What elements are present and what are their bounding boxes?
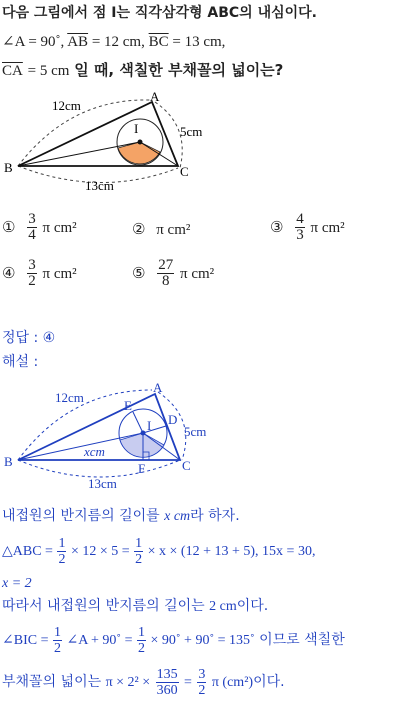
choice-4-fraction: $\frac{3}{2}$	[28, 257, 36, 289]
label-ab-length: 12cm	[52, 98, 81, 113]
figure-1	[0, 86, 240, 198]
choice-3[interactable]: ③ $\frac{4}{3}$ π cm²	[270, 211, 345, 243]
condition-line-1	[2, 32, 225, 52]
cond-bc-value: = 13 cm,	[172, 34, 226, 50]
cond-ca-value: = 5 cm	[27, 63, 70, 79]
label-ca-length: 5cm	[180, 124, 203, 139]
point-i-2	[141, 431, 146, 436]
fraction-half-1: $\frac{1}{2}$	[58, 536, 66, 568]
label-i-2: I	[147, 418, 152, 433]
label-d: D	[168, 412, 178, 427]
fraction-135-360: $\frac{135}{360}$	[156, 666, 178, 698]
solution-line-4: 따라서 내접원의 반지름의 길이는 2 cm이다.	[2, 598, 269, 614]
label-bc-length-2: 13cm	[88, 476, 117, 491]
solution-line-1: 내접원의 반지름의 길이를 x cm라 하자.	[2, 508, 240, 524]
choice-4[interactable]: ④ $\frac{3}{2}$ π cm²	[2, 257, 77, 289]
point-i	[138, 140, 143, 145]
choice-3-fraction: $\frac{4}{3}$	[296, 211, 304, 243]
label-c-2: C	[182, 458, 191, 473]
label-x-length: xcm	[84, 444, 105, 459]
label-a-2: A	[153, 382, 163, 395]
label-i: I	[134, 121, 139, 136]
label-a: A	[150, 89, 160, 104]
explanation-label: 해설 :	[2, 354, 39, 370]
fraction-half-4: $\frac{1}{2}$	[138, 625, 145, 657]
question-stem: 다음 그림에서 점 I는 직각삼각형 ABC의 내심이다.	[2, 5, 317, 21]
choice-5-fraction: $\frac{27}{8}$	[158, 257, 174, 289]
label-b-2: B	[4, 454, 13, 469]
arc-bc-2	[18, 460, 180, 477]
cond-bc-label: $\overline{BC}$	[148, 34, 169, 50]
condition-line-2	[2, 60, 283, 81]
solution-line-6: 부채꼴의 넓이는 π × 2² × $\frac{135}{360}$ = $\frac{3}{2}$ π (cm²)이다.	[2, 666, 285, 698]
cond-angle: ∠A = 90˚,	[2, 34, 65, 50]
label-ca-length-2: 5cm	[184, 424, 207, 439]
choice-1-fraction: $\frac{3}{4}$	[28, 211, 36, 243]
label-ab-length-2: 12cm	[55, 390, 84, 405]
answer-label: 정답 : ④	[2, 330, 56, 346]
choice-1[interactable]: ① $\frac{3}{4}$ π cm²	[2, 211, 77, 243]
cond-ab-label: $\overline{AB}$	[67, 34, 89, 50]
cond-ab-value: = 12 cm,	[91, 34, 145, 50]
cond-ca-label: $\overline{CA}$	[2, 63, 23, 79]
fraction-half-3: $\frac{1}{2}$	[53, 625, 61, 657]
solution-line-3: x = 2	[2, 576, 32, 591]
choice-5[interactable]: ⑤ $\frac{27}{8}$ π cm²	[132, 257, 215, 289]
label-b: B	[4, 160, 13, 175]
choice-2[interactable]: ② π cm²	[132, 220, 191, 238]
label-c: C	[180, 164, 189, 179]
solution-line-2: △ABC = $\frac{1}{2}$ × 12 × 5 = $\frac{1}{2}$ × x × (12 + 13 + 5), 15x = 30,	[2, 536, 316, 568]
label-bc-length: 13cm	[85, 178, 114, 193]
solution-line-5: ∠BIC = $\frac{1}{2}$ ∠A + 90˚ = $\frac{1}{2}$ × 90˚ + 90˚ = 135˚ 이므로 색칠한	[2, 625, 345, 657]
label-e: E	[124, 398, 132, 413]
fraction-half-2: $\frac{1}{2}$	[135, 536, 143, 568]
figure-2	[0, 382, 250, 498]
question-ask: 일 때, 색칠한 부채꼴의 넓이는?	[74, 61, 284, 79]
label-f: F	[138, 461, 146, 476]
fraction-3-2: $\frac{3}{2}$	[198, 666, 206, 698]
